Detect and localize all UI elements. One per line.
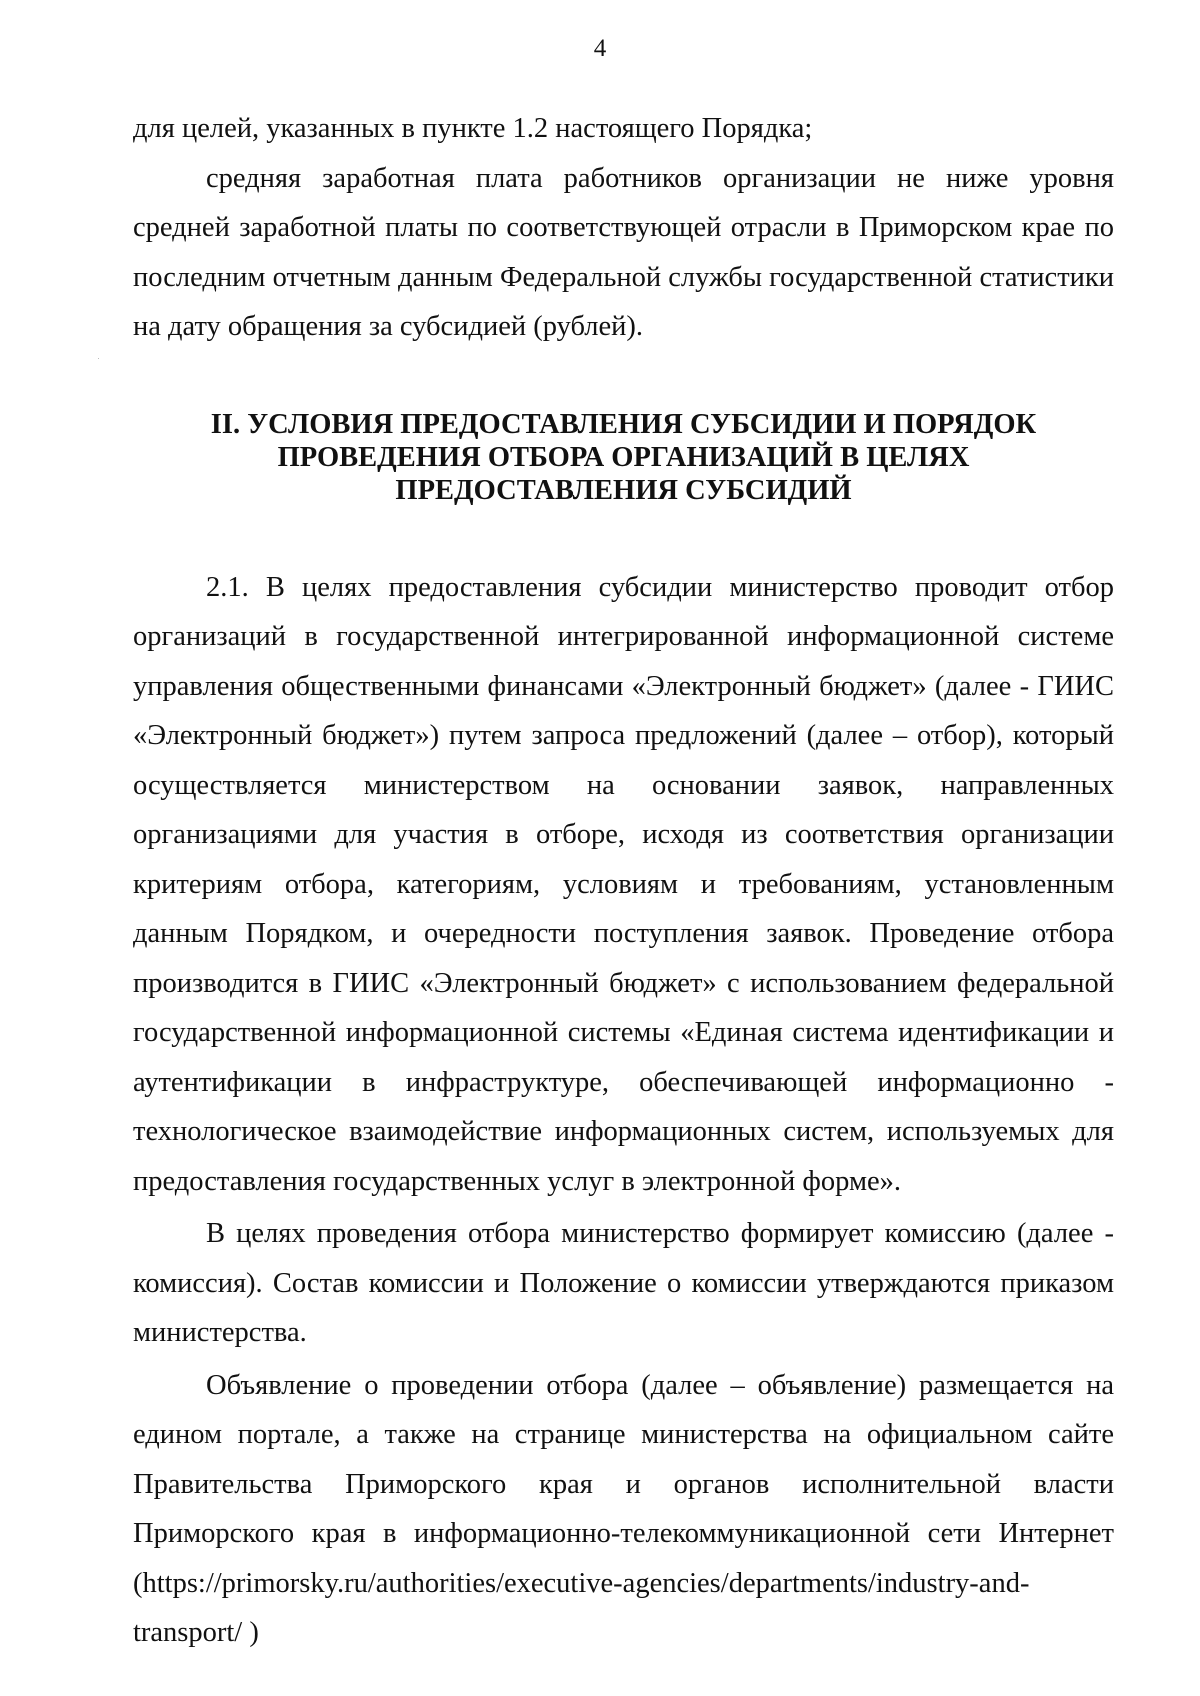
document-body	[133, 104, 1114, 1658]
section-title-line-1: II. УСЛОВИЯ ПРЕДОСТАВЛЕНИЯ СУБСИДИИ И ПОРЯДОК	[210, 408, 1037, 440]
margin-mark	[98, 358, 99, 359]
announcement-paragraph: Объявление о проведении отбора (далее – объявление) размещается на едином портале, а также на странице министерства на официальном сайте Правительства Приморского края и органов исполнительной власти Приморского края в информационно-телекоммуникационной сети Интернет (https://primorsky.ru/authorities/executive-agencies/departments/industry-and-transport/ )	[133, 1369, 1114, 1648]
section-title-line-2: ПРОВЕДЕНИЯ ОТБОРА ОРГАНИЗАЦИЙ В ЦЕЛЯХ	[277, 441, 970, 473]
salary-paragraph: средняя заработная плата работников организации не ниже уровня средней заработной платы по соответствующей отрасли в Приморском крае по последним отчетным данным Федеральной службы государственной статистики на дату обращения за субсидией (рублей).	[133, 162, 1114, 342]
page-number: 4	[593, 35, 607, 62]
intro-line: для целей, указанных в пункте 1.2 настоящего Порядка;	[133, 113, 813, 144]
section-title-line-3: ПРЕДОСТАВЛЕНИЯ СУБСИДИЙ	[395, 474, 852, 506]
paragraph-2-1: 2.1. В целях предоставления субсидии министерство проводит отбор организаций в государственной интегрированной информационной системе управления общественными финансами «Электронный бюджет» (далее - ГИИС «Электронный бюджет») путем запроса предложений (далее – отбор), который осуществляется министерством на основании заявок, направленных организациями для участия в отборе, исходя из соответствия организации критериям отбора, категориям, условиям и требованиям, установленным данным Порядком, и очередности поступления заявок. Проведение отбора производится в ГИИС «Электронный бюджет» с использованием федеральной государственной информационной системы «Единая система идентификации и аутентификации в инфраструктуре, обеспечивающей информационно - технологическое взаимодействие информационных систем, используемых для предоставления государственных услуг в электронной форме».	[133, 571, 1114, 1197]
commission-paragraph: В целях проведения отбора министерство формирует комиссию (далее - комиссия). Состав комиссии и Положение о комиссии утверждаются приказом министерства.	[133, 1218, 1114, 1348]
section-title	[133, 408, 1114, 507]
